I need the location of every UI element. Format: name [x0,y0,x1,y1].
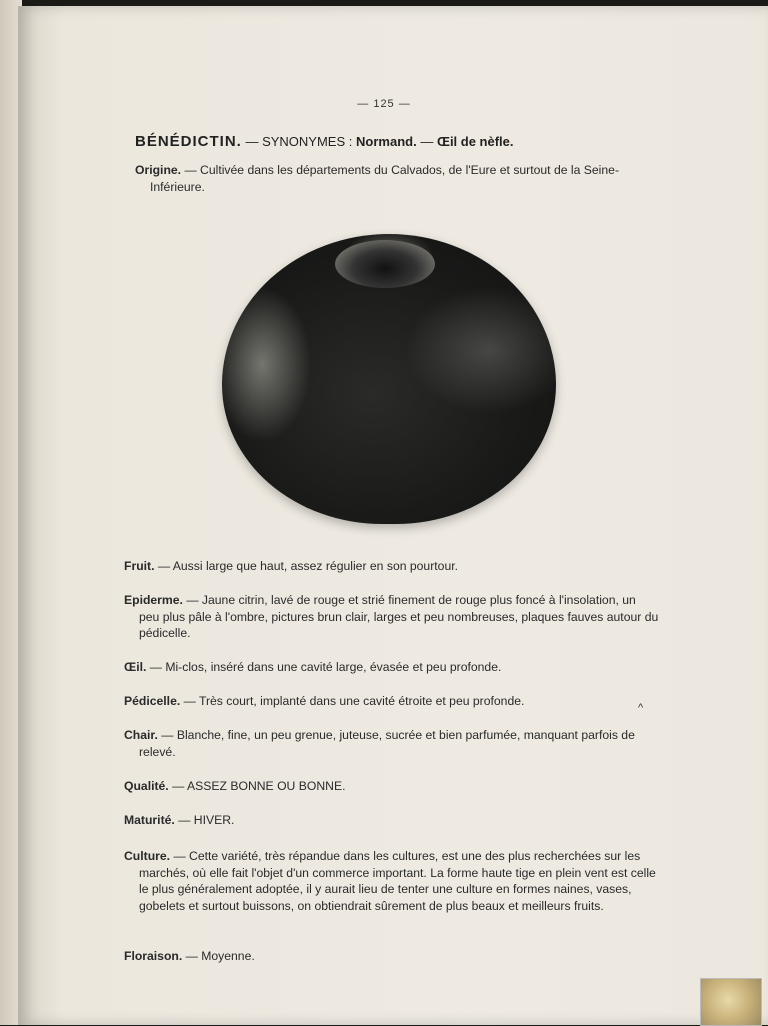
section-floraison [124,948,659,965]
section-chair [124,727,659,760]
section-term: Origine. [135,163,182,177]
section-text: — Aussi large que haut, assez régulier en son pourtour. [157,559,458,573]
section-maturite [124,812,659,829]
section-term: Epiderme. [124,593,183,607]
section-term: Fruit. [124,559,155,573]
section-text: — Blanche, fine, un peu grenue, juteuse, sucrée et bien parfumée, manquant parfois de relevé. [139,728,635,759]
section-text: — Cette variété, très répandue dans les cultures, est une des plus recherchées sur les marchés, où elle fait l'objet d'un commerce important. La forme haute tige en plein vent est celle le plus généralement adoptée, il y aurait lieu de tenter une culture en formes naines, vases, gobelets et surtout buissons, on obtiendrait sûrement de plus beaux et meilleurs fruits. [139,849,656,913]
section-text: — Très court, implanté dans une cavité étroite et peu profonde. [183,694,525,708]
synonyms-prefix: — SYNONYMES : [245,134,353,149]
section-term: Floraison. [124,949,183,963]
section-text: — Mi-clos, inséré dans une cavité large, évasée et peu profonde. [149,660,502,674]
section-term: Culture. [124,849,171,863]
corner-thumbnail-image [700,978,762,1026]
entry-heading [135,133,514,150]
section-culture [124,848,659,914]
apple-eye-cavity [335,240,435,288]
section-term: Œil. [124,660,147,674]
section-text: — Jaune citrin, lavé de rouge et strié finement de rouge plus foncé à l'insolation, un peu plus pâle à l'ombre, pictures brun clair, larges et peu nombreuses, plaques fauves autour du pédicelle. [139,593,659,640]
section-term: Pédicelle. [124,694,181,708]
section-epiderme [124,592,659,642]
margin-caret-mark: ^ [638,702,644,714]
section-term: Qualité. [124,779,169,793]
section-origine [135,162,650,195]
section-text: — Cultivée dans les départements du Calvados, de l'Eure et surtout de la Seine-Inférieure. [150,163,620,194]
synonym-oeil-de-nefle: Œil de nèfle. [436,134,514,149]
section-text: — HIVER. [178,813,235,827]
section-text: — Moyenne. [185,949,255,963]
section-text: — ASSEZ BONNE OU BONNE. [172,779,346,793]
heading-separator: — [420,134,434,149]
section-oeil [124,659,659,676]
entry-title: BÉNÉDICTIN. [135,133,242,150]
section-fruit [124,558,659,575]
synonym-normand: Normand. [356,134,417,149]
page-number: — 125 — [357,98,411,110]
section-qualite [124,778,659,795]
section-term: Maturité. [124,813,175,827]
section-pedicelle [124,693,659,710]
section-term: Chair. [124,728,158,742]
